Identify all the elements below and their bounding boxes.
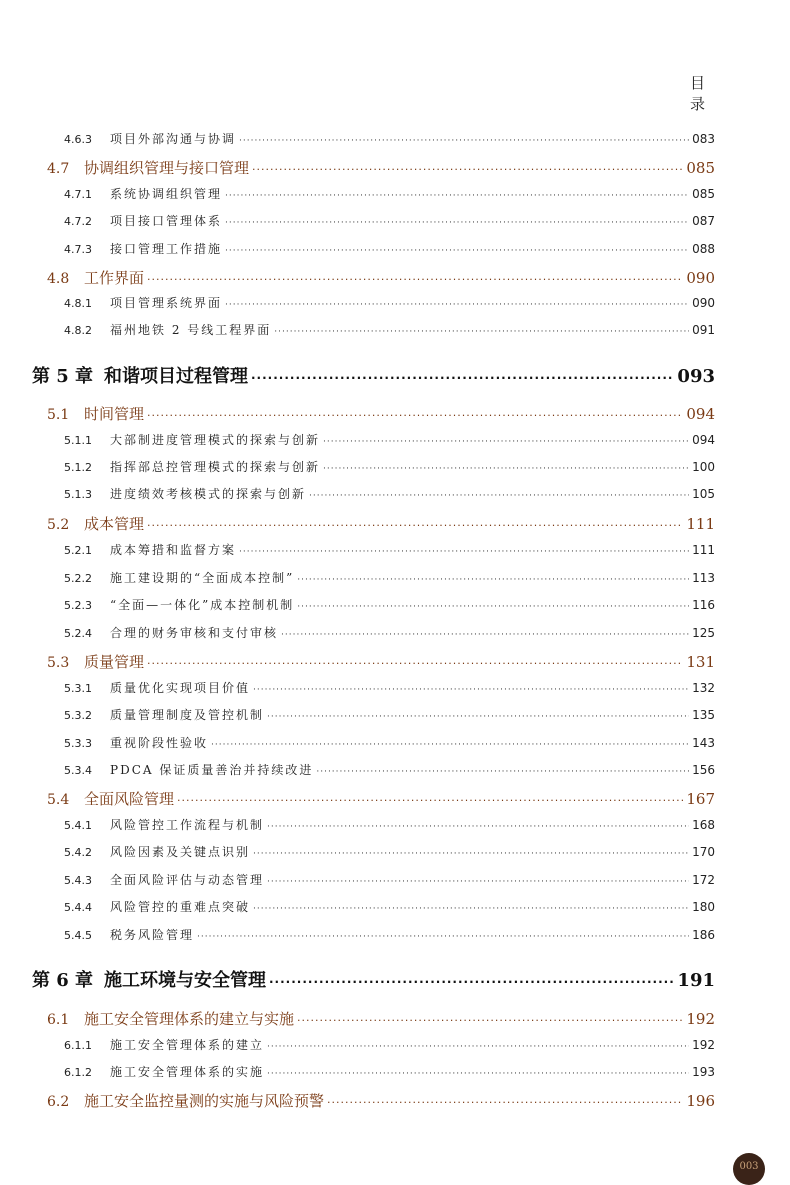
toc-entry[interactable] [64,679,715,696]
toc-chapter-page: 093 [677,366,715,387]
toc-section-number: 6.1 [47,1012,70,1028]
toc-entry-title: 施工安全管理体系的实施 [110,1065,265,1079]
toc-entry-title: “全面—一体化”成本控制机制 [110,598,295,612]
toc-entry-title: 施工安全管理体系的建立 [110,1038,265,1052]
toc-entry-page: 192 [692,1038,715,1052]
toc-section[interactable] [47,1090,715,1111]
toc-section-number: 4.7 [47,161,70,177]
toc-entry-number: 5.4.3 [64,874,92,887]
toc-chapter-title: 和谐项目过程管理 [104,366,248,387]
toc-section-number: 4.8 [47,271,70,287]
leader-dots [252,163,683,176]
toc-section-page: 196 [686,1092,715,1110]
toc-entry-title: 风险因素及关键点识别 [110,845,251,859]
toc-entry-page: 113 [692,571,715,585]
toc-section-title: 时间管理 [84,405,145,423]
toc-entry-title: 质量优化实现项目价值 [110,681,251,695]
toc-chapter[interactable] [32,362,715,388]
leader-dots [323,464,689,474]
toc-entry-number: 5.2.2 [64,572,92,585]
leader-dots [297,1014,683,1027]
toc-entry-number: 5.4.4 [64,901,92,914]
toc-entry[interactable] [64,458,715,475]
toc-entry-number: 4.8.1 [64,297,92,310]
toc-entry[interactable] [64,706,715,723]
toc-chapter[interactable] [32,966,715,992]
toc-section[interactable] [47,1008,715,1029]
leader-dots [147,409,683,422]
toc-section-number: 6.2 [47,1094,70,1110]
toc-entry-title: 质量管理制度及管控机制 [110,708,265,722]
toc-entry[interactable] [64,294,715,311]
toc-section-number: 5.2 [47,517,70,533]
leader-dots [197,932,689,942]
toc-entry-number: 5.3.4 [64,764,92,777]
toc-chapter-page: 191 [677,970,715,991]
toc-section[interactable] [47,513,715,534]
toc-section[interactable] [47,267,715,288]
toc-chapter-number: 第 6 章 [32,970,94,991]
toc-entry-number: 5.4.2 [64,846,92,859]
toc-entry[interactable] [64,734,715,751]
toc-section-title: 施工安全监控量测的实施与风险预警 [84,1092,325,1110]
toc-entry[interactable] [64,596,715,613]
leader-dots [309,491,689,501]
toc-entry-page: 087 [692,214,715,228]
leader-dots [316,767,689,777]
leader-dots [267,712,689,722]
toc-entry-number: 4.8.2 [64,324,92,337]
toc-entry-title: 施工建设期的“全面成本控制” [110,571,295,585]
toc-entry-page: 088 [692,242,715,256]
toc-entry[interactable] [64,569,715,586]
toc-entry-title: 福州地铁 2 号线工程界面 [110,323,272,337]
toc-section-title: 工作界面 [84,269,145,287]
toc-entry[interactable] [64,816,715,833]
toc-entry-page: 090 [692,296,715,310]
toc-entry-number: 5.3.3 [64,737,92,750]
toc-section-page: 111 [686,515,715,533]
leader-dots [225,218,689,228]
leader-dots [147,519,683,532]
toc-entry[interactable] [64,898,715,915]
toc-entry-number: 5.1.3 [64,488,92,501]
toc-section-number: 5.1 [47,407,70,423]
leader-dots [177,794,683,807]
toc-entry-number: 5.1.2 [64,461,92,474]
toc-section-page: 090 [686,269,715,287]
leader-dots [267,1069,689,1079]
toc-section[interactable] [47,651,715,672]
toc-section-page: 094 [686,405,715,423]
toc-entry-title: 进度绩效考核模式的探索与创新 [110,487,307,501]
toc-section-title: 施工安全管理体系的建立与实施 [84,1010,295,1028]
toc-entry-title: 系统协调组织管理 [110,187,223,201]
toc-section-page: 131 [686,653,715,671]
toc-entry-page: 180 [692,900,715,914]
toc-entry[interactable] [64,185,715,202]
toc-entry-number: 6.1.1 [64,1039,92,1052]
leader-dots [147,657,683,670]
leader-dots [267,822,689,832]
leader-dots [251,371,674,385]
toc-section[interactable] [47,788,715,809]
toc-section-title: 协调组织管理与接口管理 [84,159,250,177]
toc-entry-page: 105 [692,487,715,501]
leader-dots [297,602,689,612]
leader-dots [267,1042,689,1052]
toc-entry-title: 税务风险管理 [110,928,195,942]
toc-entry-number: 4.7.2 [64,215,92,228]
toc-entry[interactable] [64,431,715,448]
page-header-title: 目 录 [690,74,720,113]
leader-dots [269,975,674,989]
toc-entry-page: 168 [692,818,715,832]
toc-entry-page: 100 [692,460,715,474]
toc-section-number: 5.4 [47,792,70,808]
toc-entry[interactable] [64,130,715,147]
leader-dots [281,630,689,640]
toc-entry-number: 5.4.5 [64,929,92,942]
toc-section-page: 085 [686,159,715,177]
leader-dots [323,437,689,447]
toc-section-page: 167 [686,790,715,808]
toc-entry-page: 170 [692,845,715,859]
leader-dots [225,191,689,201]
toc-entry-title: 风险管控工作流程与机制 [110,818,265,832]
leader-dots [274,327,689,337]
toc-entry-title: 成本筹措和监督方案 [110,543,237,557]
toc-entry[interactable] [64,321,715,338]
toc-entry[interactable] [64,541,715,558]
leader-dots [239,136,689,146]
toc-entry-page: 091 [692,323,715,337]
toc-entry-page: 132 [692,681,715,695]
toc-entry-number: 4.6.3 [64,133,92,146]
toc-entry-page: 085 [692,187,715,201]
toc-entry-title: 重视阶段性验收 [110,736,209,750]
toc-entry-page: 156 [692,763,715,777]
leader-dots [225,246,689,256]
toc-section[interactable] [47,157,715,178]
toc-entry[interactable] [64,212,715,229]
toc-entry[interactable] [64,240,715,257]
leader-dots [267,877,689,887]
toc-section-number: 5.3 [47,655,70,671]
toc-section-title: 成本管理 [84,515,145,533]
toc-entry[interactable] [64,1063,715,1080]
toc-entry-page: 143 [692,736,715,750]
toc-entry-title: 指挥部总控管理模式的探索与创新 [110,460,321,474]
toc-entry-page: 125 [692,626,715,640]
toc-entry[interactable] [64,485,715,502]
toc-entry-title: 大部制进度管理模式的探索与创新 [110,433,321,447]
toc-section[interactable] [47,403,715,424]
toc-entry-page: 193 [692,1065,715,1079]
toc-entry-number: 5.2.1 [64,544,92,557]
toc-entry[interactable] [64,1036,715,1053]
toc-entry-title: 接口管理工作措施 [110,242,223,256]
toc-entry-number: 5.2.4 [64,627,92,640]
toc-entry-title: 项目管理系统界面 [110,296,223,310]
toc-entry-page: 116 [692,598,715,612]
toc-section-title: 质量管理 [84,653,145,671]
toc-entry-page: 111 [692,543,715,557]
leader-dots [239,547,689,557]
toc-section-title: 全面风险管理 [84,790,175,808]
toc-entry-page: 094 [692,433,715,447]
toc-entry-title: 风险管控的重难点突破 [110,900,251,914]
leader-dots [147,273,683,286]
toc-entry-number: 6.1.2 [64,1066,92,1079]
toc-entry-page: 135 [692,708,715,722]
toc-entry-title: 项目外部沟通与协调 [110,132,237,146]
toc-chapter-number: 第 5 章 [32,366,94,387]
toc-entry[interactable] [64,761,715,778]
toc-entry-page: 083 [692,132,715,146]
leader-dots [253,904,689,914]
toc-entry-title: 项目接口管理体系 [110,214,223,228]
toc-entry-page: 186 [692,928,715,942]
toc-entry[interactable] [64,926,715,943]
leader-dots [297,575,689,585]
leader-dots [225,300,689,310]
toc-entry-number: 4.7.3 [64,243,92,256]
toc-entry-number: 5.4.1 [64,819,92,832]
leader-dots [253,849,689,859]
leader-dots [253,685,689,695]
toc-entry-number: 5.1.1 [64,434,92,447]
toc-entry-title: 全面风险评估与动态管理 [110,873,265,887]
toc-entry-page: 172 [692,873,715,887]
leader-dots [327,1096,683,1109]
leader-dots [211,740,689,750]
toc-entry-number: 4.7.1 [64,188,92,201]
toc-entry[interactable] [64,843,715,860]
toc-chapter-title: 施工环境与安全管理 [104,970,266,991]
toc-entry-number: 5.3.1 [64,682,92,695]
toc-entry-title: PDCA 保证质量善治并持续改进 [110,763,314,777]
toc-entry-title: 合理的财务审核和支付审核 [110,626,279,640]
toc-section-page: 192 [686,1010,715,1028]
toc-entry-number: 5.3.2 [64,709,92,722]
toc-entry-number: 5.2.3 [64,599,92,612]
toc-entry[interactable] [64,871,715,888]
toc-entry[interactable] [64,624,715,641]
page-number-badge: 003 [733,1153,765,1185]
